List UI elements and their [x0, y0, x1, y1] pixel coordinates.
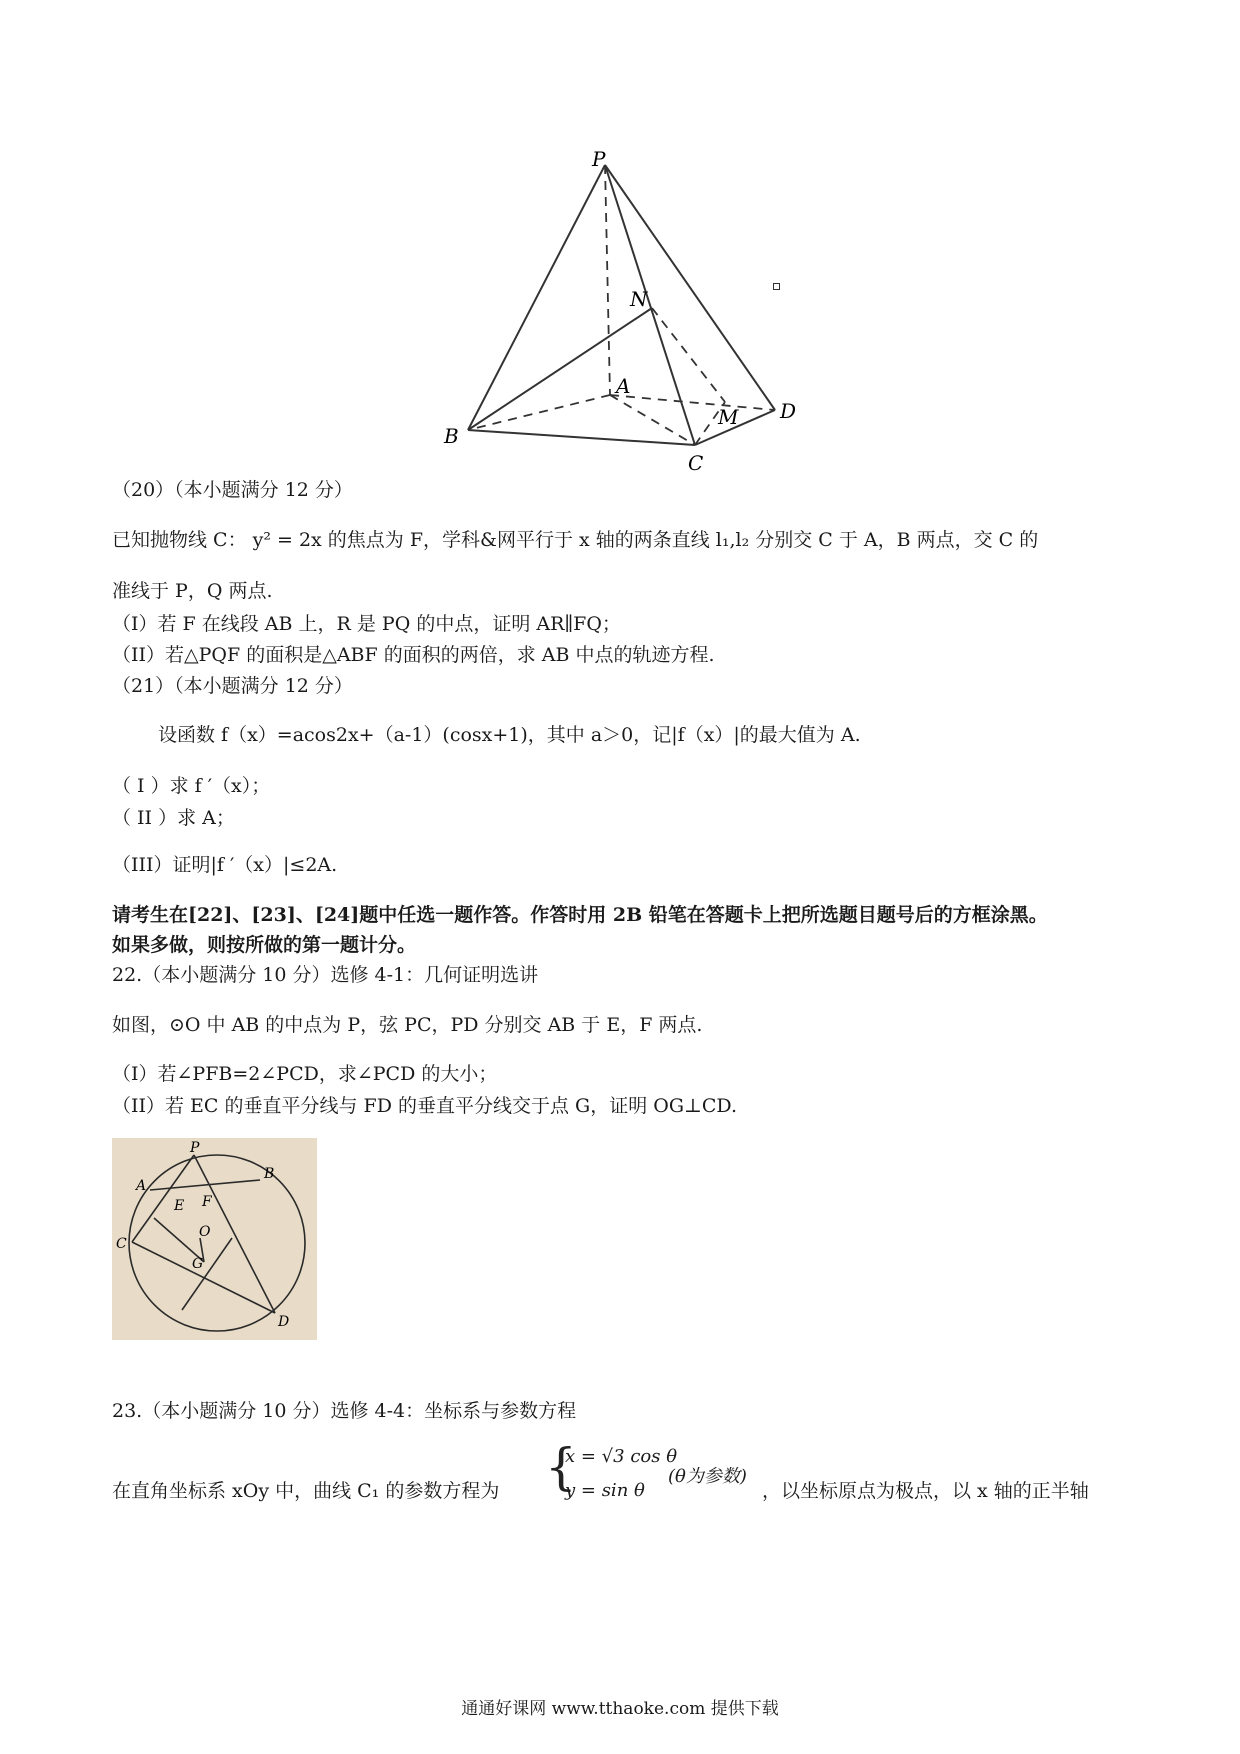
q20-part1: （I）若 F 在线段 AB 上，R 是 PQ 的中点，证明 AR∥FQ； — [112, 613, 621, 635]
circle-label-o: O — [199, 1224, 211, 1240]
edge-ab — [468, 395, 610, 430]
q21-line1: 设函数 f（x）=acos2x+（a-1）(cosx+1)，其中 a＞0，记|f（x）|的最大值为 A. — [158, 724, 861, 746]
circle-label-p: P — [190, 1140, 200, 1156]
circle-label-g: G — [192, 1256, 204, 1272]
q21-part3: （III）证明|f ′（x）|≤2A. — [112, 854, 338, 876]
q20-line2: 准线于 P，Q 两点. — [112, 580, 273, 602]
q23-header: 23.（本小题满分 10 分）选修 4-4：坐标系与参数方程 — [112, 1400, 577, 1422]
q20-part2: （II）若△PQF 的面积是△ABF 的面积的两倍，求 AB 中点的轨迹方程. — [112, 644, 715, 666]
equation-brace: { — [545, 1438, 577, 1496]
circle-label-f: F — [202, 1194, 212, 1210]
instruction-line1: 请考生在[22]、[23]、[24]题中任选一题作答。作答时用 2B 铅笔在答题卡上把所选题目题号后的方框涂黑。 — [112, 904, 1048, 926]
label-a: A — [616, 374, 631, 398]
label-d: D — [780, 399, 797, 423]
small-square-mark — [773, 283, 780, 290]
label-c: C — [688, 451, 704, 475]
q21-header: （21）（本小题满分 12 分） — [112, 675, 353, 697]
edge-pa — [605, 165, 610, 395]
q23-line-after: ，以坐标原点为极点，以 x 轴的正半轴 — [762, 1480, 1089, 1502]
circle-label-c: C — [116, 1236, 127, 1252]
edge-ad — [610, 395, 775, 410]
q23-param-note: (θ为参数) — [668, 1466, 747, 1487]
circle-label-e: E — [174, 1198, 185, 1214]
pyramid-figure — [440, 150, 820, 480]
q23-line-before: 在直角坐标系 xOy 中，曲线 C₁ 的参数方程为 — [112, 1480, 500, 1502]
instruction-line2: 如果多做，则按所做的第一题计分。 — [112, 934, 417, 956]
edge-pc — [605, 165, 695, 445]
q21-part2: （ II ）求 A； — [112, 807, 235, 829]
q20-header: （20）（本小题满分 12 分） — [112, 479, 353, 501]
label-n: N — [630, 287, 648, 311]
edge-pb — [468, 165, 605, 430]
q22-part2: （II）若 EC 的垂直平分线与 FD 的垂直平分线交于点 G，证明 OG⊥CD. — [112, 1095, 738, 1117]
circle-label-a: A — [136, 1178, 147, 1194]
q22-part1: （I）若∠PFB=2∠PCD，求∠PCD 的大小； — [112, 1063, 498, 1085]
q23-eq2: y = sin θ — [565, 1480, 645, 1501]
q21-part1: （ I ）求 f ′（x）； — [112, 775, 271, 797]
q23-eq1: x = √3 cos θ — [565, 1446, 678, 1467]
label-b: B — [444, 424, 459, 448]
edge-bc — [468, 430, 695, 445]
q22-line1: 如图，⊙O 中 AB 的中点为 P，弦 PC，PD 分别交 AB 于 E，F 两点. — [112, 1014, 703, 1036]
page-footer: 通通好课网 www.tthaoke.com 提供下载 — [461, 1699, 779, 1719]
label-m: M — [718, 405, 739, 429]
label-p: P — [592, 150, 606, 171]
circle-figure — [112, 1138, 317, 1340]
q22-header: 22.（本小题满分 10 分）选修 4-1：几何证明选讲 — [112, 964, 539, 986]
circle-label-b: B — [264, 1166, 275, 1182]
q20-line1: 已知抛物线 C： y² = 2x 的焦点为 F，学科&网平行于 x 轴的两条直线 l₁,l₂ 分别交 C 于 A，B 两点，交 C 的 — [112, 529, 1039, 551]
circle-label-d: D — [278, 1314, 290, 1330]
edge-bn — [468, 308, 652, 430]
